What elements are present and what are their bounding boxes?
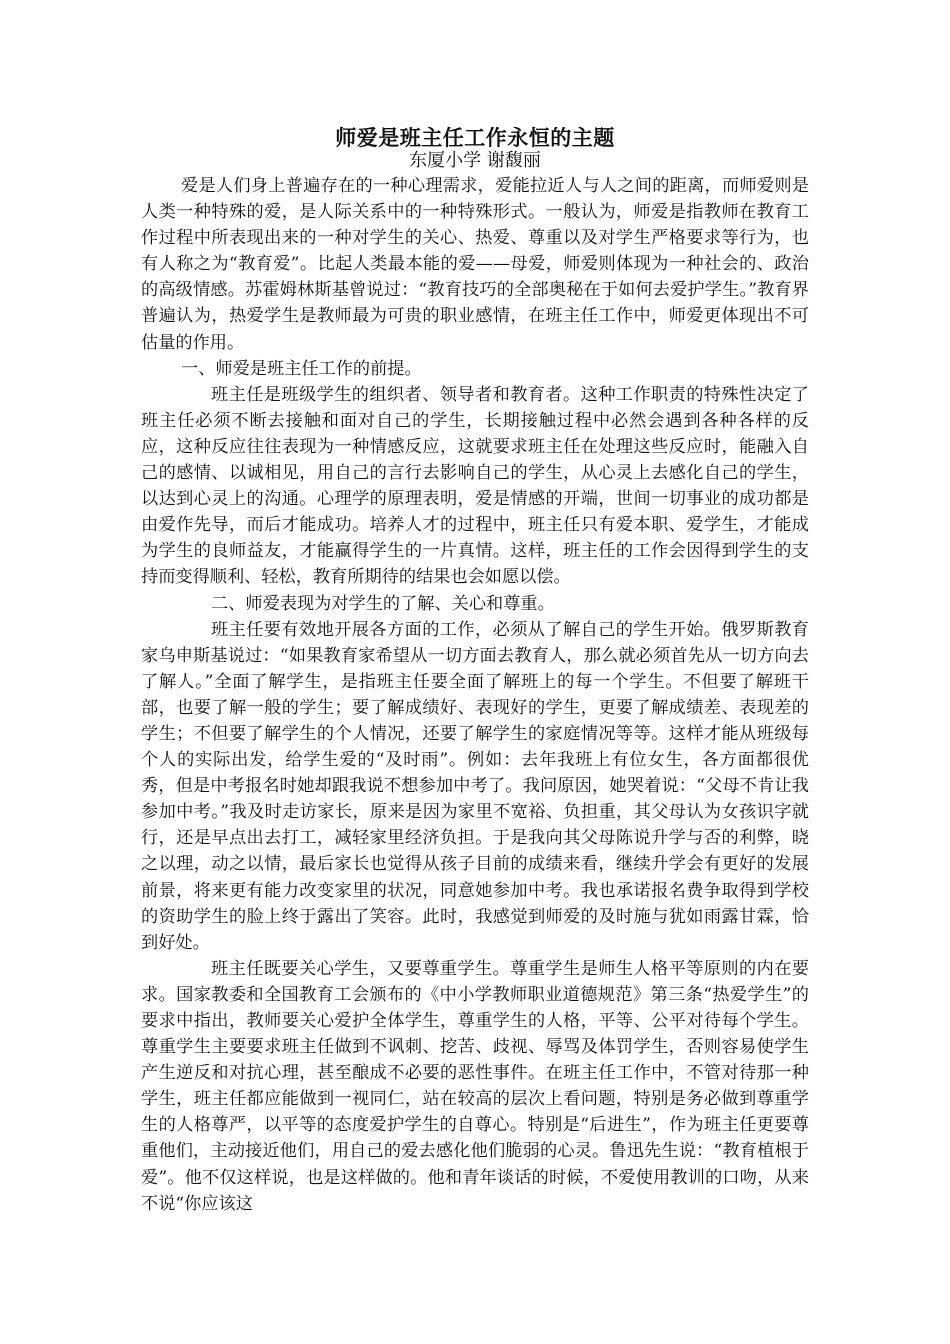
section-heading-1: 一、师爱是班主任工作的前提。 bbox=[181, 358, 422, 379]
paragraph-section-2-respect: 班主任既要关心学生，又要尊重学生。尊重学生是师生人格平等原则的内在要求。国家教委和全国教育工会颁布的《中小学教师职业道德规范》第三条“热爱学生”的要求中指出，教师要关心爱护全体学生，尊重学生的人格，平等、公平对待每个学生。尊重学生主要要求班主任做到不讽刺、挖苦、歧视、辱骂及体罚学生，否则容易使学生产生逆反和对抗心理，甚至酿成不必要的恶性事件。在班主任工作中，不管对待那一种学生，班主任都应能做到一视同仁，站在较高的层次上看问题，特别是务必做到尊重学生的人格尊严，以平等的态度爱护学生的自尊心。特别是“后进生”，作为班主任更要尊重他们，主动接近他们，用自己的爱去感化他们脆弱的心灵。鲁迅先生说：“教育植根于爱”。他不仅这样说，也是这样做的。他和青年谈话的时候，不爱使用教训的口吻，从来不说“你应该这 bbox=[141, 958, 809, 1214]
paragraph-section-2: 班主任要有效地开展各方面的工作，必须从了解自己的学生开始。俄罗斯教育家乌申斯基说过：“如果教育家希望从一切方面去教育人，那么就必须首先从一切方向去了解人。”全面了解学生，是指班主任要全面了解班上的每一个学生。不但要了解班干部，也要了解一般的学生；要了解成绩好、表现好的学生，更要了解成绩差、表现差的学生；不但要了解学生的个人情况，还要了解学生的家庭情况等等。这样才能从班级每个人的实际出发，给学生爱的“及时雨”。例如：去年我班上有位女生，各方面都很优秀，但是中考报名时她却跟我说不想参加中考了。我问原因，她哭着说：“父母不肯让我参加中考。”我及时走访家长，原来是因为家里不宽裕、负担重，其父母认为女孩识字就行，还是早点出去打工，减轻家里经济负担。于是我向其父母陈说升学与否的利弊，晓之以理，动之以情，最后家长也觉得从孩子目前的成绩来看，继续升学会有更好的发展前景，将来更有能力改变家里的状况，同意她参加中考。我也承诺报名费争取得到学校的资助学生的脸上终于露出了笑容。此时，我感觉到师爱的及时施与犹如雨露甘霖，恰到好处。 bbox=[141, 619, 809, 953]
document-title: 师爱是班主任工作永恒的主题 bbox=[335, 125, 615, 150]
paragraph-intro: 爱是人们身上普遍存在的一种心理需求，爱能拉近人与人之间的距离，而师爱则是人类一种特殊的爱，是人际关系中的一种特殊形式。一般认为，师爱是指教师在教育工作过程中所表现出来的一种对学生的关心、热爱、尊重以及对学生严格要求等行为，也有人称之为“教育爱”。比起人类最本能的爱——母爱，师爱则体现为一种社会的、政治的高级情感。苏霍姆林斯基曾说过：“教育技巧的全部奥秘在于如何去爱护学生。”教育界普遍认为，热爱学生是教师最为可贵的职业感情，在班主任工作中，师爱更体现出不可估量的作用。 bbox=[141, 176, 809, 353]
document-body bbox=[141, 173, 809, 1217]
section-heading-2: 二、师爱表现为对学生的了解、关心和尊重。 bbox=[211, 593, 555, 614]
author-line: 东厦小学 谢馥丽 bbox=[409, 150, 541, 171]
paragraph-section-1: 班主任是班级学生的组织者、领导者和教育者。这种工作职责的特殊性决定了班主任必须不断去接触和面对自己的学生，长期接触过程中必然会遇到各种各样的反应，这种反应往往表现为一种情感反应，这就要求班主任在处理这些反应时，能融入自己的感情、以诚相见，用自己的言行去影响自己的学生，从心灵上去感化自己的学生，以达到心灵上的沟通。心理学的原理表明，爱是情感的开端，世间一切事业的成功都是由爱作先导，而后才能成功。培养人才的过程中，班主任只有爱本职、爱学生，才能成为学生的良师益友，才能赢得学生的一片真情。这样，班主任的工作会因得到学生的支持而变得顺利、轻松，教育所期待的结果也会如愿以偿。 bbox=[141, 384, 809, 588]
